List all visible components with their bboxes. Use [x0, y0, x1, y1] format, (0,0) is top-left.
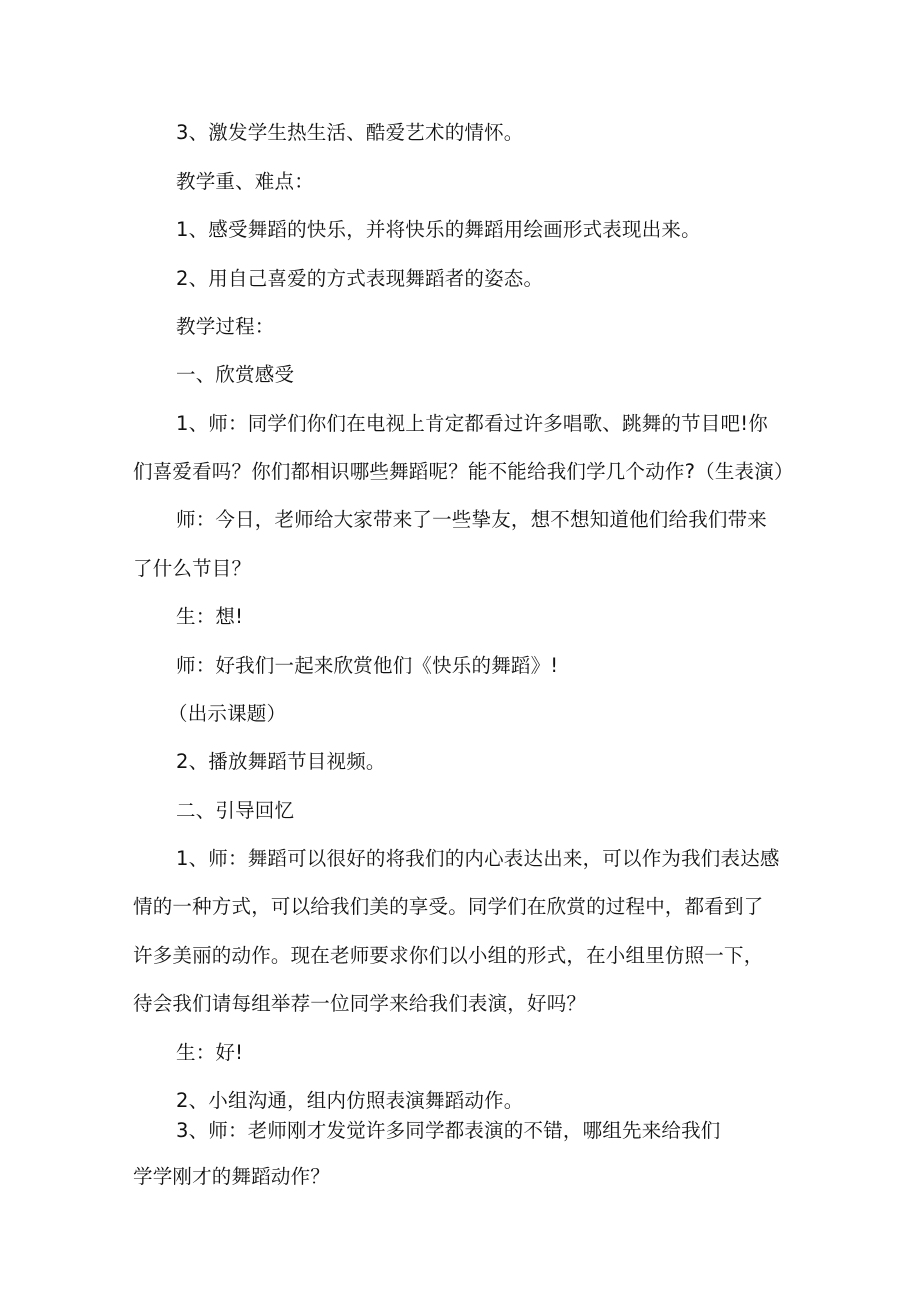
paragraph-line: 1、师：同学们你们在电视上肯定都看过许多唱歌、跳舞的节目吧!你: [176, 412, 768, 435]
heading-teaching-process: 教学过程：: [176, 315, 275, 338]
paragraph-line: 许多美丽的动作。现在老师要求你们以小组的形式，在小组里仿照一下，: [133, 944, 764, 967]
paragraph-line: 1、师：舞蹈可以很好的将我们的内心表达出来，可以作为我们表达感: [176, 847, 780, 870]
key-point-1: 1、感受舞蹈的快乐，并将快乐的舞蹈用绘画形式表现出来。: [176, 218, 701, 241]
student-reply: 生：想!: [176, 605, 244, 628]
paragraph-line: 待会我们请每组举荐一位同学来给我们表演，好吗？: [133, 992, 587, 1015]
section-2-heading: 二、引导回忆: [176, 799, 295, 822]
objective-3: 3、激发学生热生活、酷爱艺术的情怀。: [176, 121, 524, 144]
paragraph-line: 2、播放舞蹈节目视频。: [176, 750, 386, 773]
paragraph-line: 师：今日，老师给大家带来了一些挚友，想不想知道他们给我们带来: [176, 508, 768, 531]
key-point-2: 2、用自己喜爱的方式表现舞蹈者的姿态。: [176, 267, 544, 290]
paragraph-line: 们喜爱看吗？你们都相识哪些舞蹈呢？能不能给我们学几个动作?（生表演）: [133, 460, 794, 483]
section-1-heading: 一、欣赏感受: [176, 363, 295, 386]
paragraph-line: 3、师：老师刚才发觉许多同学都表演的不错，哪组先来给我们: [176, 1119, 721, 1142]
stage-note: （出示课题）: [168, 702, 287, 725]
paragraph-line: 情的一种方式，可以给我们美的享受。同学们在欣赏的过程中，都看到了: [133, 895, 764, 918]
heading-key-difficult-points: 教学重、难点：: [176, 170, 314, 193]
paragraph-line: 了什么节目？: [133, 557, 252, 580]
paragraph-line: 2、小组沟通，组内仿照表演舞蹈动作。: [176, 1089, 524, 1112]
paragraph-line: 师：好我们一起来欣赏他们《快乐的舞蹈》!: [176, 654, 559, 677]
student-reply: 生：好!: [176, 1041, 244, 1064]
paragraph-line: 学学刚才的舞蹈动作？: [133, 1165, 331, 1188]
